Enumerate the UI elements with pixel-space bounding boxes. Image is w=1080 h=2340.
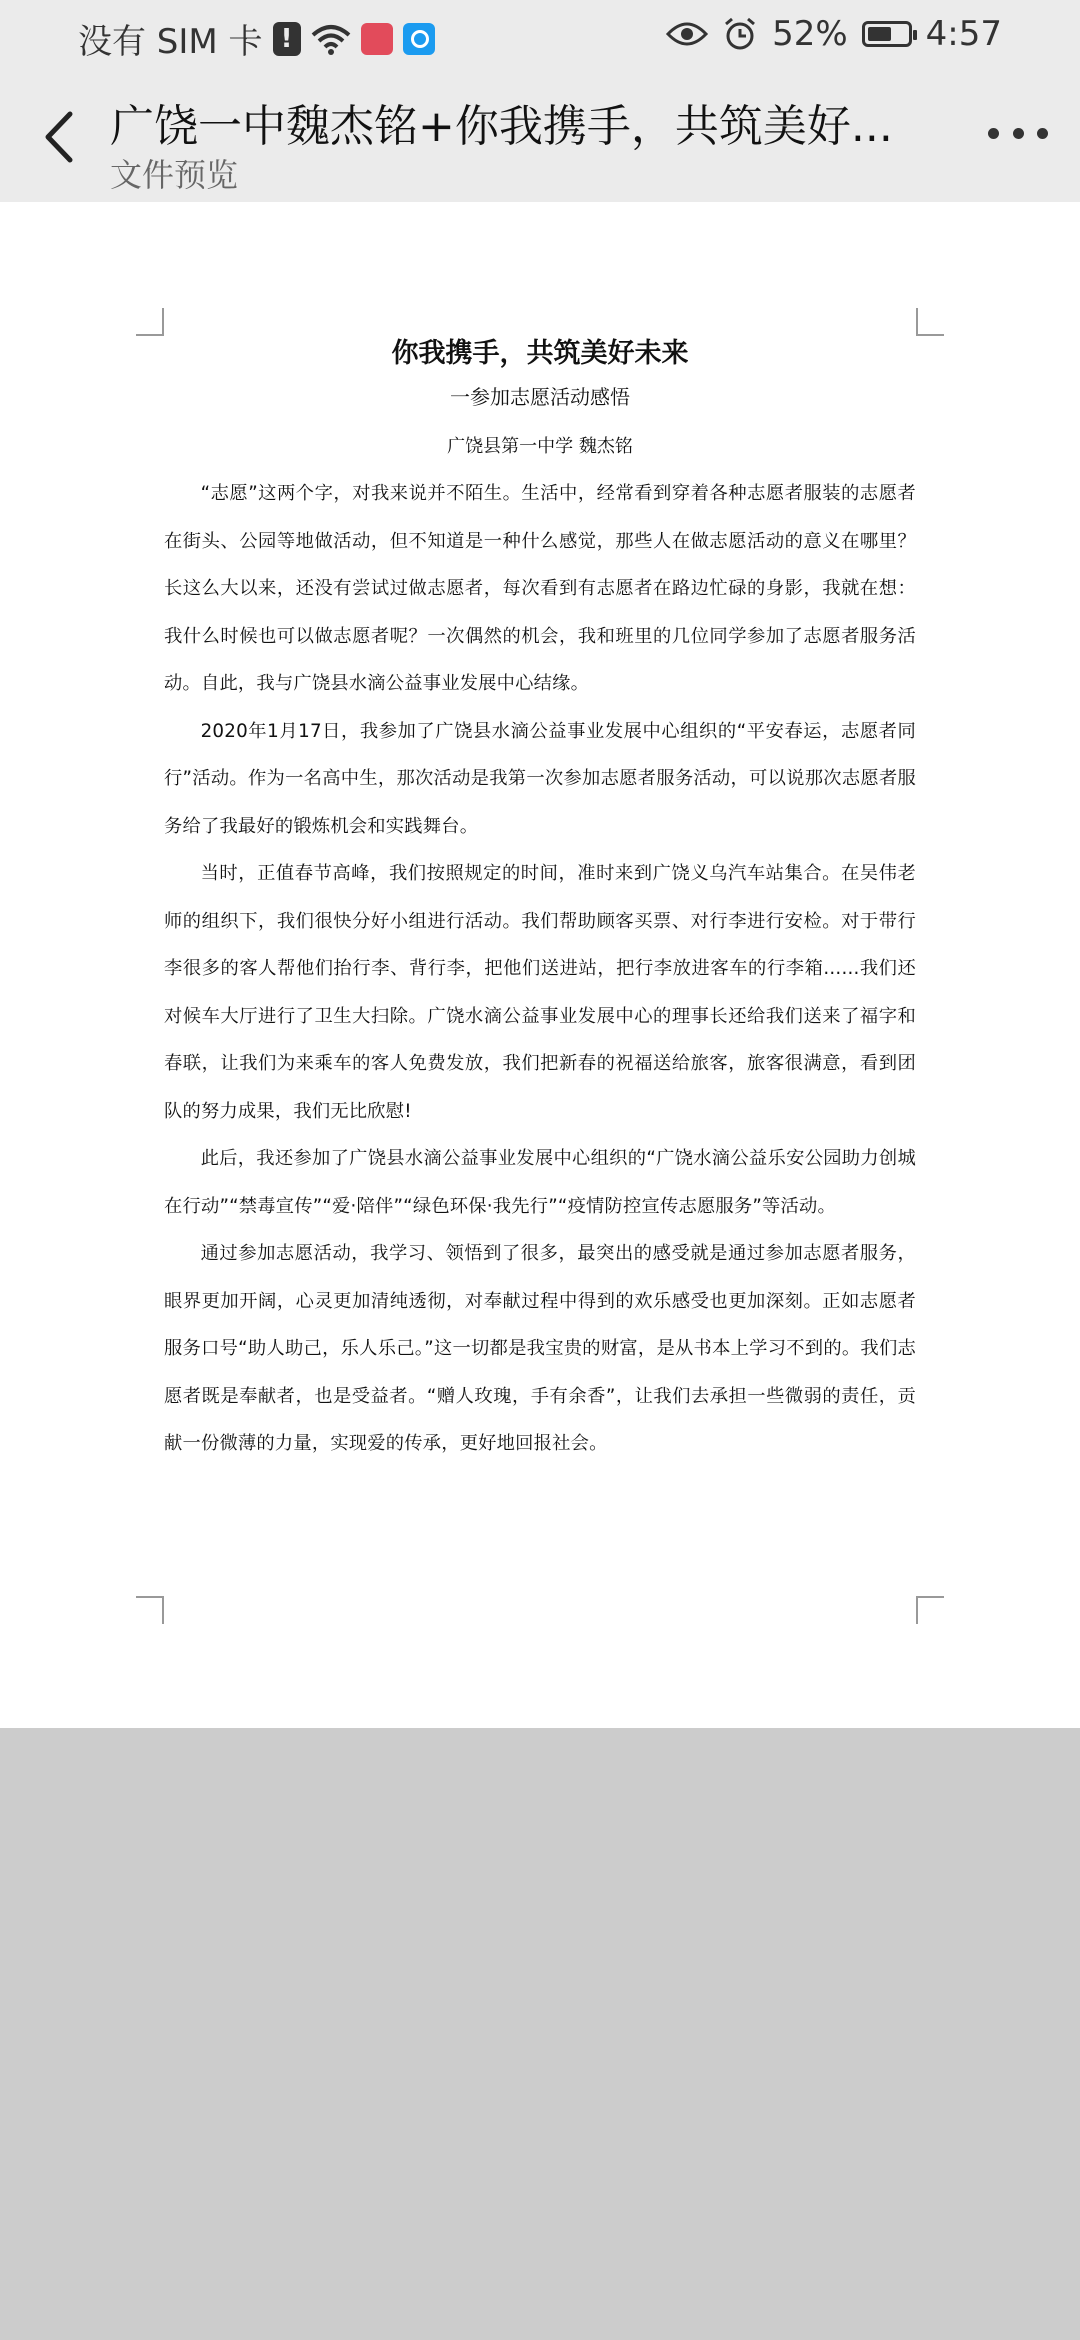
eye-icon <box>666 20 708 48</box>
paragraph: 当时，正值春节高峰，我们按照规定的时间，准时来到广饶义乌汽车站集合。在吴伟老师的组织下，我们很快分好小组进行活动。我们帮助顾客买票、对行李进行安检。对于带行李很多的客人帮他们抬行李、背行李，把他们送进站，把行李放进客车的行李箱......我们还对候车大厅进行了卫生大扫除。广饶水滴公益事业发展中心的理事长还给我们送来了福字和春联，让我们为来乘车的客人免费发放，我们把新春的祝福送给旅客，旅客很满意，看到团队的努力成果，我们无比欣慰! <box>164 863 916 1122</box>
margin-corner-mark <box>916 308 944 336</box>
margin-corner-mark <box>136 308 164 336</box>
document-body <box>164 330 916 1468</box>
status-bar <box>0 0 1080 70</box>
more-options-icon[interactable] <box>988 128 1048 142</box>
sim-alert-icon: ! <box>273 22 301 56</box>
battery-percent: 52% <box>772 14 848 54</box>
carrier-label: 没有 SIM 卡 <box>78 22 263 62</box>
document-subtitle: 一参加志愿活动感悟 <box>450 385 630 409</box>
paragraph: 通过参加志愿活动，我学习、领悟到了很多，最突出的感受就是通过参加志愿者服务，眼界更加开阔，心灵更加清纯透彻，对奉献过程中得到的欢乐感受也更加深刻。正如志愿者服务口号“助人助己，乐人乐己。”这一切都是我宝贵的财富，是从书本上学习不到的。我们志愿者既是奉献者，也是受益者。“赠人玫瑰，手有余香”，让我们去承担一些微弱的责任，贡献一份微薄的力量，实现爱的传承，更好地回报社会。 <box>164 1243 916 1454</box>
paragraph: “志愿”这两个字，对我来说并不陌生。生活中，经常看到穿着各种志愿者服装的志愿者在街头、公园等地做活动，但不知道是一种什么感觉，那些人在做志愿活动的意义在哪里？长这么大以来，还没有尝试过做志愿者，每次看到有志愿者在路边忙碌的身影，我就在想：我什么时候也可以做志愿者呢？一次偶然的机会，我和班里的几位同学参加了志愿者服务活动。自此，我与广饶县水滴公益事业发展中心结缘。 <box>164 483 916 694</box>
margin-corner-mark <box>916 1596 944 1624</box>
file-preview-label: 文件预览 <box>110 156 239 194</box>
clock: 4:57 <box>925 14 1002 54</box>
wifi-icon <box>311 23 351 55</box>
document-author: 广饶县第一中学 魏杰铭 <box>447 436 633 457</box>
margin-corner-mark <box>136 1596 164 1624</box>
search-app-icon <box>403 23 435 55</box>
book-app-icon <box>361 23 393 55</box>
document-page <box>0 202 1080 1728</box>
alarm-icon <box>722 16 758 52</box>
document-title: 你我携手，共筑美好未来 <box>391 338 689 369</box>
file-title: 广饶一中魏杰铭+你我携手，共筑美好... <box>110 101 893 152</box>
paragraph: 此后，我还参加了广饶县水滴公益事业发展中心组织的“广饶水滴公益乐安公园助力创城在行动”“禁毒宣传”“爱·陪伴”“绿色环保·我先行”“疫情防控宣传志愿服务”等活动。 <box>164 1148 916 1217</box>
back-arrow-icon[interactable] <box>34 106 88 168</box>
battery-icon <box>862 21 912 47</box>
paragraph: 2020年1月17日，我参加了广饶县水滴公益事业发展中心组织的“平安春运，志愿者同行”活动。作为一名高中生，那次活动是我第一次参加志愿者服务活动，可以说那次志愿者服务给了我最好的锻炼机会和实践舞台。 <box>164 720 916 837</box>
app-header <box>0 70 1080 202</box>
